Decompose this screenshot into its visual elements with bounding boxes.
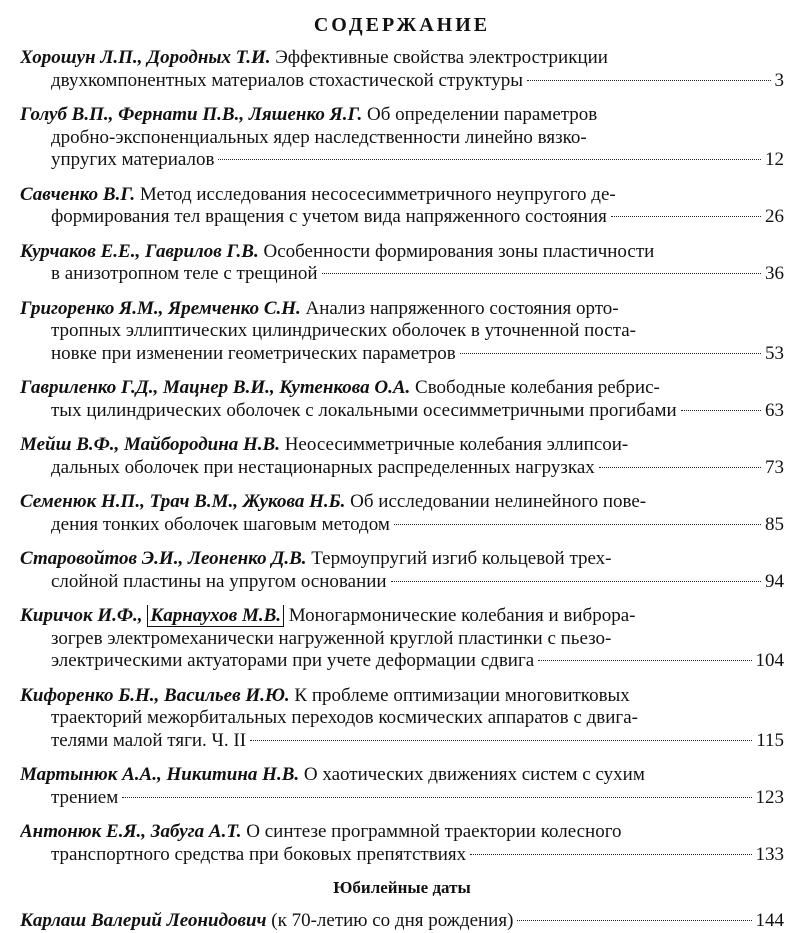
entry-authors: Хорошун Л.П., Дородных Т.И. <box>20 47 271 68</box>
entry-line <box>20 571 784 594</box>
entry-line <box>20 605 784 628</box>
entry-line <box>20 457 784 480</box>
toc-entry[interactable] <box>20 241 784 286</box>
entry-title: в анизотропном теле с трещиной <box>51 263 318 284</box>
entry-title: О синтезе программной траектории колесного <box>241 821 622 842</box>
entry-title: Моногармонические колебания и виброра- <box>284 605 636 626</box>
entry-line <box>20 343 784 366</box>
dot-leader <box>517 920 751 921</box>
entry-line <box>20 910 784 933</box>
dot-leader <box>599 467 761 468</box>
entry-line <box>20 70 784 93</box>
entry-line: траекторий межорбитальных переходов космических аппаратов с двига- <box>51 707 638 728</box>
page-number: 104 <box>755 650 784 671</box>
entry-title: О хаотических движениях систем с сухим <box>299 764 645 785</box>
entry-line <box>20 650 784 673</box>
entry-authors: Старовойтов Э.И., Леоненко Д.В. <box>20 548 307 569</box>
entry-line <box>20 149 784 172</box>
entry-line <box>20 548 784 571</box>
entry-title: Неосесимметричные колебания эллипсои- <box>279 434 629 455</box>
entry-title: трением <box>51 786 119 808</box>
entry-title: двухкомпонентных материалов стохастической структуры <box>51 69 524 91</box>
entry-title: Эффективные свойства электрострикции <box>270 47 608 68</box>
entry-line <box>20 685 784 708</box>
entry-line <box>20 491 784 514</box>
entry-line <box>20 787 784 810</box>
page-number: 26 <box>765 206 784 227</box>
dot-leader <box>122 797 751 798</box>
toc-entry[interactable] <box>20 184 784 229</box>
page-number: 133 <box>755 843 784 865</box>
entry-authors: Кифоренко Б.Н., Васильев И.Ю. <box>20 684 290 706</box>
toc-entry[interactable] <box>20 47 784 92</box>
toc-list <box>20 47 784 866</box>
entry-title: К проблеме оптимизации многовитковых <box>289 684 630 706</box>
entry-line: тропных эллиптических цилиндрических оболочек в уточненной поста- <box>51 320 636 341</box>
toc-entry[interactable] <box>20 104 784 172</box>
entry-line <box>20 184 784 207</box>
entry-title: Термоупругий изгиб кольцевой трех- <box>306 548 612 569</box>
entry-title: телями малой тяги. Ч. II <box>51 729 247 751</box>
entry-authors: Голуб В.П., Фернати П.В., Ляшенко Я.Г. <box>20 104 363 125</box>
toc-entry-jubilee[interactable] <box>20 910 784 933</box>
entry-title: новке при изменении геометрических параметров <box>51 342 456 364</box>
page-title: СОДЕРЖАНИЕ <box>313 14 491 36</box>
toc-entry[interactable] <box>20 685 784 753</box>
dot-leader <box>391 581 761 582</box>
entry-authors: Мейш В.Ф., Майбородина Н.В. <box>20 434 280 455</box>
entry-title: слойной пластины на упругом основании <box>51 570 387 592</box>
page-number: 144 <box>755 910 784 931</box>
entry-title: Об исследовании нелинейного пове- <box>345 491 647 512</box>
entry-authors: Григоренко Я.М., Яремченко С.Н. <box>20 297 301 319</box>
page-number: 12 <box>765 149 784 170</box>
toc-entry[interactable] <box>20 434 784 479</box>
entry-title: дения тонких оболочек шаговым методом <box>51 513 390 535</box>
entry-authors-boxed: Карнаухов М.В. <box>147 605 284 627</box>
entry-title: электрическими актуаторами при учете деформации сдвига <box>51 650 535 671</box>
entry-line <box>20 206 784 229</box>
entry-authors: Семенюк Н.П., Трач В.М., Жукова Н.Б. <box>20 491 346 512</box>
entry-title: дальных оболочек при нестационарных распределенных нагрузках <box>51 456 595 478</box>
dot-leader <box>394 524 761 525</box>
toc-entry[interactable] <box>20 548 784 593</box>
entry-line <box>20 263 784 286</box>
page-number: 53 <box>765 342 784 364</box>
page-number: 85 <box>765 513 784 535</box>
entry-line <box>20 821 784 844</box>
page-number: 73 <box>765 456 784 478</box>
entry-title: Свободные колебания ребрис- <box>410 377 660 398</box>
toc-entry[interactable] <box>20 298 784 366</box>
entry-authors: Курчаков Е.Е., Гаврилов Г.В. <box>20 240 259 262</box>
page-number: 115 <box>756 729 784 751</box>
entry-authors: Гавриленко Г.Д., Мацнер В.И., Кутенкова О.А. <box>20 377 411 398</box>
entry-title: Об определении параметров <box>362 104 598 125</box>
section-heading: Юбилейные даты <box>333 878 471 897</box>
page-number: 63 <box>765 399 784 421</box>
toc-entry[interactable] <box>20 377 784 422</box>
entry-line <box>20 104 784 127</box>
entry-title: упругих материалов <box>51 149 215 170</box>
dot-leader <box>250 740 752 741</box>
dot-leader <box>470 854 751 855</box>
dot-leader <box>527 80 770 81</box>
toc-entry[interactable] <box>20 821 784 866</box>
entry-authors: Савченко В.Г. <box>20 183 136 205</box>
page-number: 3 <box>774 69 784 91</box>
dot-leader <box>681 410 761 411</box>
page-number: 36 <box>765 263 784 284</box>
entry-line <box>20 298 784 321</box>
entry-line <box>20 764 784 787</box>
page-number: 94 <box>765 570 784 592</box>
entry-title: формирования тел вращения с учетом вида напряженного состояния <box>51 206 607 227</box>
entry-line: зогрев электромеханически нагруженной круглой пластинки с пьезо- <box>51 627 612 649</box>
toc-entry[interactable] <box>20 491 784 536</box>
entry-line <box>20 241 784 264</box>
entry-line <box>20 377 784 400</box>
toc-entry[interactable] <box>20 605 784 673</box>
entry-authors: Карлаш Валерий Леонидович <box>20 910 267 931</box>
entry-line <box>20 844 784 867</box>
entry-line <box>20 434 784 457</box>
page-number: 123 <box>755 786 784 808</box>
entry-authors: Мартынюк А.А., Никитина Н.В. <box>20 764 300 785</box>
entry-title: тых цилиндрических оболочек с локальными осесимметричными прогибами <box>51 399 677 421</box>
entry-line <box>20 514 784 537</box>
entry-title: Метод исследования несосесимметричного неупругого де- <box>135 183 616 205</box>
entry-authors: Антонюк Е.Я., Забуга А.Т. <box>20 821 242 842</box>
entry-title: транспортного средства при боковых препятствиях <box>51 843 467 865</box>
dot-leader <box>322 273 761 274</box>
entry-title: Особенности формирования зоны пластичности <box>258 240 655 262</box>
dot-leader <box>538 660 751 661</box>
entry-line <box>20 47 784 70</box>
entry-line <box>20 730 784 753</box>
toc-entry[interactable] <box>20 764 784 809</box>
entry-line: дробно-экспоненциальных ядер наследственности линейно вязко- <box>51 126 587 148</box>
entry-title: (к 70-летию со дня рождения) <box>266 910 514 931</box>
entry-title: Анализ напряженного состояния орто- <box>300 297 619 319</box>
dot-leader <box>218 159 761 160</box>
entry-line <box>20 400 784 423</box>
dot-leader <box>611 216 761 217</box>
dot-leader <box>460 353 761 354</box>
entry-authors: Киричок И.Ф., <box>20 605 148 626</box>
